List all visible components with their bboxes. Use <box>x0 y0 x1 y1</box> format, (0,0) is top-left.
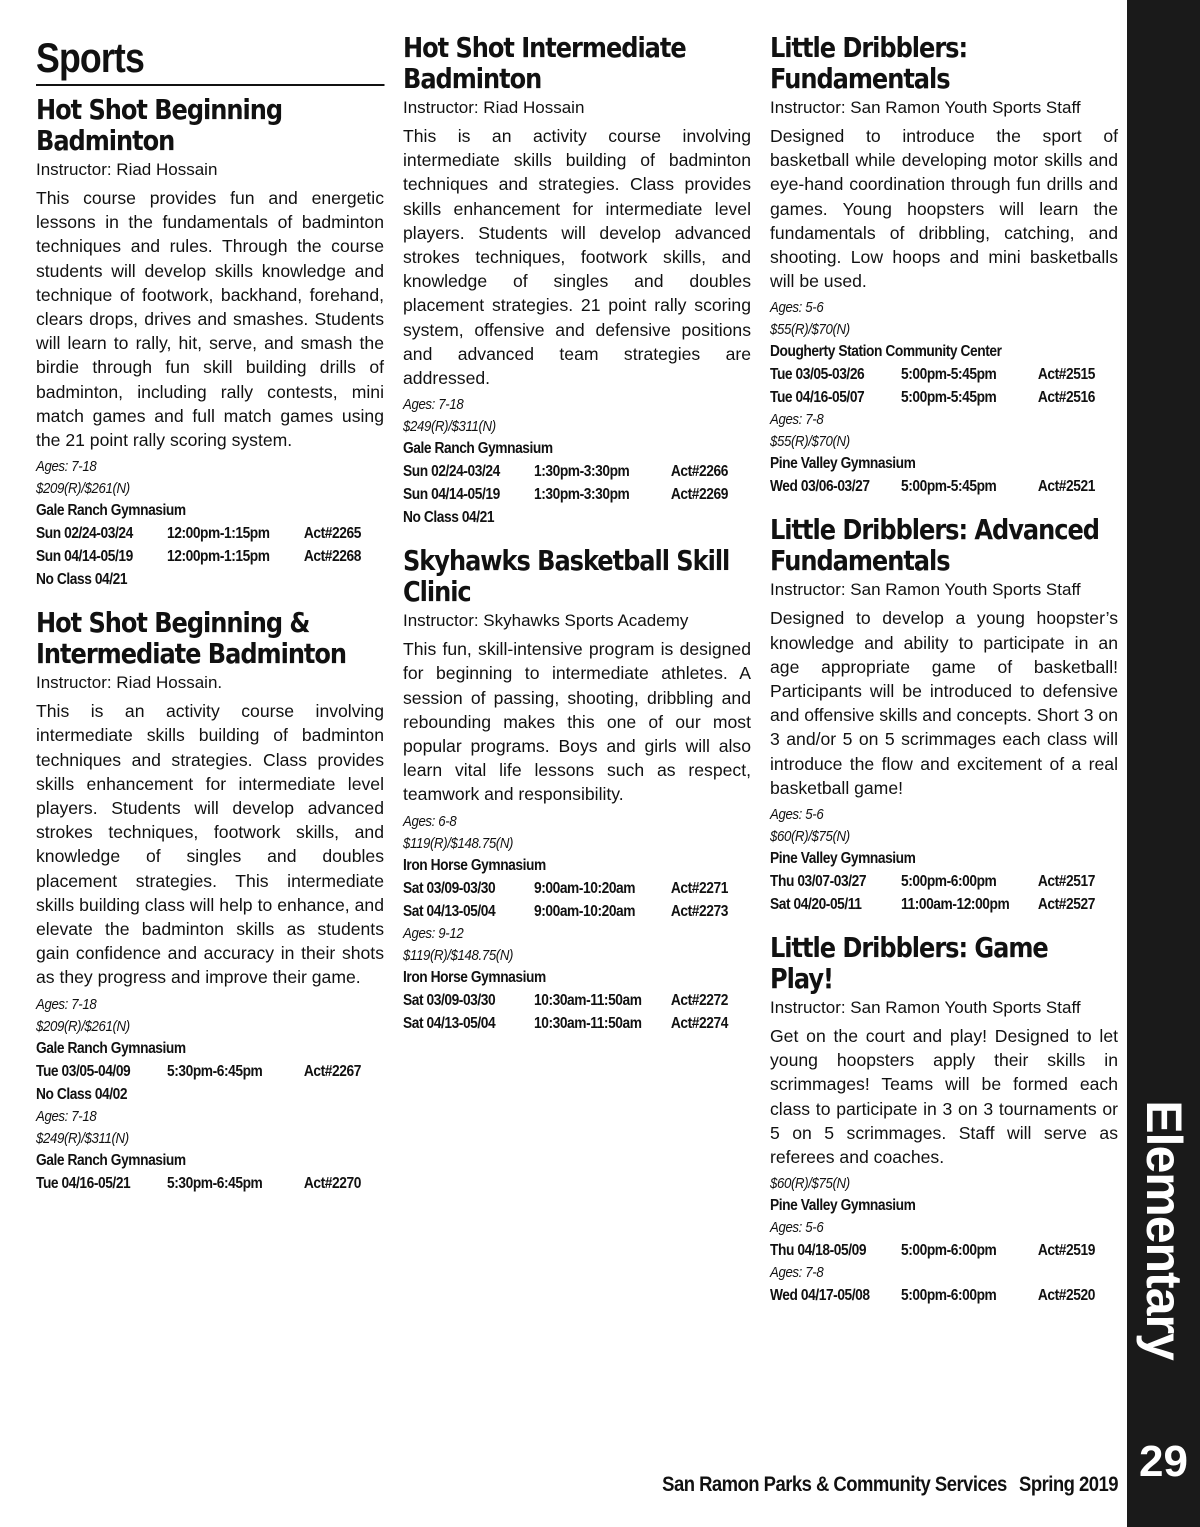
session-activity-number: Act#2265 <box>303 525 361 543</box>
session-time: 10:30am-11:50am <box>534 1014 642 1032</box>
session-dates: Wed 03/06-03/27 <box>770 478 870 496</box>
session-row <box>403 877 747 900</box>
session-activity-number: Act#2274 <box>670 1014 728 1032</box>
course-listing <box>770 932 1118 1307</box>
session-row <box>770 386 1114 409</box>
course-instructor: Instructor: Riad Hossain <box>36 160 218 179</box>
course-listing <box>770 514 1118 916</box>
course-title: Little Dribblers: Game Play! <box>770 931 1048 996</box>
course-ages: Ages: 5-6 <box>770 806 824 824</box>
session-time: 9:00am-10:20am <box>534 902 636 920</box>
course-price: $60(R)/$75(N) <box>770 1175 850 1193</box>
footer <box>662 1473 1118 1497</box>
course-listing <box>403 545 751 1034</box>
page-number: 29 <box>1139 1437 1188 1486</box>
course-ages: Ages: 7-18 <box>36 1107 97 1125</box>
course-price: $249(R)/$311(N) <box>36 1129 129 1147</box>
course-ages: Ages: 7-18 <box>403 396 464 414</box>
session-activity-number: Act#2521 <box>1037 478 1095 496</box>
session-row <box>403 460 747 483</box>
course-ages: Ages: 5-6 <box>770 1219 824 1237</box>
session-row <box>36 522 380 545</box>
course-location: Pine Valley Gymnasium <box>770 1197 916 1215</box>
session-time: 1:30pm-3:30pm <box>534 463 630 481</box>
course-instructor: Instructor: Riad Hossain <box>403 98 585 117</box>
session-dates: Sun 02/24-03/24 <box>403 463 500 481</box>
course-listing <box>403 32 751 529</box>
session-row <box>403 483 747 506</box>
course-instructor: Instructor: San Ramon Youth Sports Staff <box>770 998 1081 1018</box>
session-activity-number: Act#2515 <box>1037 366 1095 384</box>
course-ages: Ages: 7-8 <box>770 1264 824 1282</box>
session-row <box>770 1284 1114 1307</box>
session-row <box>770 893 1114 916</box>
course-title: Hot Shot Intermediate Badminton <box>403 31 686 95</box>
session-activity-number: Act#2272 <box>670 991 728 1009</box>
session-dates: Sat 04/20-05/11 <box>770 896 862 914</box>
session-activity-number: Act#2273 <box>670 902 728 920</box>
course-price: $209(R)/$261(N) <box>36 1017 130 1035</box>
session-dates: Sun 04/14-05/19 <box>403 486 500 504</box>
course-listing <box>770 32 1118 498</box>
course-listing <box>36 94 384 591</box>
session-activity-number: Act#2267 <box>303 1062 361 1080</box>
section-title: Sports <box>36 32 385 86</box>
footer-season: Spring 2019 <box>1019 1473 1118 1496</box>
column-1 <box>36 32 384 1211</box>
sidebar-label-text: Elementary <box>1135 1100 1192 1360</box>
session-time: 12:00pm-1:15pm <box>167 525 270 543</box>
session-dates: Thu 03/07-03/27 <box>770 873 867 891</box>
session-dates: Sat 03/09-03/30 <box>403 879 496 897</box>
session-dates: Tue 04/16-05/21 <box>36 1174 131 1192</box>
session-activity-number: Act#2516 <box>1037 389 1095 407</box>
session-row <box>36 545 380 568</box>
course-location: Gale Ranch Gymnasium <box>36 502 186 520</box>
session-time: 11:00am-12:00pm <box>901 896 1010 914</box>
course-description: This is an activity course involving intermediate skills building of badminton techniques and strategies. Class provides skills enhancement for intermediate level players. Students will develop advanced strokes techniques, footwork skills, and knowledge of singles and doubles placement strategies. This intermediate skills building class will help to enhance, and elevate the badminton skills as students gain confidence and accuracy in their shots as they progress and improve their game. <box>36 701 384 988</box>
session-dates: Sat 04/13-05/04 <box>403 902 496 920</box>
session-row <box>36 1172 380 1195</box>
session-row <box>770 363 1114 386</box>
column-3 <box>770 32 1118 1323</box>
session-dates: Thu 04/18-05/09 <box>770 1242 867 1260</box>
course-ages: Ages: 7-18 <box>36 995 97 1013</box>
course-ages: Ages: 9-12 <box>403 924 464 942</box>
course-title: Hot Shot Beginning & Intermediate Badminton <box>36 606 347 671</box>
course-description: Designed to develop a young hoopster’s knowledge and ability to participate in an age appropriate game of basketball! Participants will be introduced to defensive and offensive skills and concepts. Short 3 on 3 and/or 5 on 5 scrimmages each class will introduce the flow and excitement of a real basketball game! <box>770 608 1118 798</box>
session-activity-number: Act#2266 <box>670 463 728 481</box>
course-price: $249(R)/$311(N) <box>403 418 496 436</box>
course-instructor: Instructor: Riad Hossain. <box>36 673 223 693</box>
course-location: Pine Valley Gymnasium <box>770 455 916 473</box>
course-instructor: Instructor: San Ramon Youth Sports Staff <box>770 98 1081 117</box>
session-activity-number: Act#2269 <box>670 486 728 504</box>
course-description: This course provides fun and energetic lessons in the fundamentals of badminton techniques and rules. Through the course students will develop skills knowledge and technique of footwork, backhand, forehand, clears drops, drives and smashes. Students will learn to rally, hit, serve, and smash the birdie through fun skill building drills of badminton, including rally contests, mini match games and full match games using the 21 point rally scoring system. <box>36 188 384 451</box>
course-price: $209(R)/$261(N) <box>36 480 130 498</box>
course-description: This fun, skill-intensive program is designed for beginning to intermediate athletes. A session of passing, shooting, dribbling and rebounding makes this one of our most popular programs. Boys and girls will also learn vital life lessons such as respect, teamwork and responsibility. <box>403 639 751 805</box>
course-description: This is an activity course involving intermediate skills building of badminton techniques and strategies. Class provides skills enhancement for intermediate level players. Students will develop advanced strokes techniques, footwork skills, and knowledge of singles and doubles placement strategies. 21 point rally scoring system, offensive and defensive positions and advanced team strategies are addressed. <box>403 126 751 389</box>
course-price: $119(R)/$148.75(N) <box>403 834 514 852</box>
session-time: 5:00pm-5:45pm <box>901 366 997 384</box>
course-title: Little Dribblers: Fundamentals <box>770 31 968 95</box>
course-location: Iron Horse Gymnasium <box>403 856 546 874</box>
course-location: Dougherty Station Community Center <box>770 343 1002 361</box>
session-time: 5:00pm-6:00pm <box>901 1287 997 1305</box>
session-activity-number: Act#2519 <box>1037 1242 1095 1260</box>
session-row <box>403 989 747 1012</box>
course-price: $55(R)/$70(N) <box>770 321 850 339</box>
session-row <box>403 900 747 923</box>
course-title: Hot Shot Beginning Badminton <box>36 93 283 157</box>
session-activity-number: Act#2520 <box>1037 1287 1095 1305</box>
footer-org: San Ramon Parks & Community Services <box>662 1473 1007 1496</box>
session-time: 5:00pm-6:00pm <box>901 1242 997 1260</box>
session-dates: Tue 03/05-04/09 <box>36 1062 131 1080</box>
session-dates: Sat 04/13-05/04 <box>403 1014 496 1032</box>
session-time: 5:00pm-6:00pm <box>901 873 997 891</box>
course-price: $55(R)/$70(N) <box>770 433 850 451</box>
session-dates: Wed 04/17-05/08 <box>770 1287 870 1305</box>
session-dates: Tue 04/16-05/07 <box>770 389 865 407</box>
sidebar-label <box>1127 1060 1200 1400</box>
course-location: Pine Valley Gymnasium <box>770 850 916 868</box>
session-time: 10:30am-11:50am <box>534 991 642 1009</box>
course-location: Iron Horse Gymnasium <box>403 968 546 986</box>
session-time: 5:00pm-5:45pm <box>901 389 997 407</box>
course-price: $119(R)/$148.75(N) <box>403 946 514 964</box>
session-activity-number: Act#2270 <box>303 1174 361 1192</box>
course-instructor: Instructor: San Ramon Youth Sports Staff <box>770 580 1081 600</box>
session-activity-number: Act#2271 <box>670 879 728 897</box>
session-activity-number: Act#2527 <box>1037 896 1095 914</box>
course-title: Little Dribblers: Advanced Fundamentals <box>770 513 1099 578</box>
session-time: 1:30pm-3:30pm <box>534 486 630 504</box>
session-row <box>770 475 1114 498</box>
session-activity-number: Act#2268 <box>303 548 361 566</box>
session-row <box>770 1239 1114 1262</box>
session-row <box>36 1060 380 1083</box>
course-ages: Ages: 7-18 <box>36 458 97 476</box>
course-ages: Ages: 7-8 <box>770 411 824 429</box>
session-row <box>770 870 1114 893</box>
course-ages: Ages: 6-8 <box>403 812 457 830</box>
session-dates: Sun 04/14-05/19 <box>36 548 133 566</box>
course-title: Skyhawks Basketball Skill Clinic <box>403 544 730 609</box>
session-dates: Tue 03/05-03/26 <box>770 366 865 384</box>
session-row <box>403 1012 747 1035</box>
course-description: Get on the court and play! Designed to let young hoopsters apply their skills in scrimmages! Teams will be formed each class to participate in 3 on 3 tournaments or 5 on 5 scrimmages. Staff will serve as referees and coaches. <box>770 1026 1118 1168</box>
column-2 <box>403 32 751 1051</box>
no-class-note: No Class 04/21 <box>36 571 128 589</box>
course-ages: Ages: 5-6 <box>770 299 824 317</box>
course-location: Gale Ranch Gymnasium <box>36 1151 186 1169</box>
course-location: Gale Ranch Gymnasium <box>36 1039 186 1057</box>
session-dates: Sun 02/24-03/24 <box>36 525 133 543</box>
course-price: $60(R)/$75(N) <box>770 828 850 846</box>
course-location: Gale Ranch Gymnasium <box>403 440 553 458</box>
session-time: 5:30pm-6:45pm <box>167 1174 263 1192</box>
course-listing <box>36 607 384 1194</box>
no-class-note: No Class 04/02 <box>36 1085 128 1103</box>
session-time: 9:00am-10:20am <box>534 879 636 897</box>
session-time: 5:30pm-6:45pm <box>167 1062 263 1080</box>
session-time: 12:00pm-1:15pm <box>167 548 270 566</box>
session-dates: Sat 03/09-03/30 <box>403 991 496 1009</box>
no-class-note: No Class 04/21 <box>403 509 495 527</box>
course-instructor: Instructor: Skyhawks Sports Academy <box>403 611 689 631</box>
session-activity-number: Act#2517 <box>1037 873 1095 891</box>
session-time: 5:00pm-5:45pm <box>901 478 997 496</box>
course-description: Designed to introduce the sport of basketball while developing motor skills and eye-hand coordination through fun drills and games. Young hoopsters will learn the fundamentals of dribbling, catching, and shooting. Low hoops and mini basketballs will be used. <box>770 126 1118 292</box>
